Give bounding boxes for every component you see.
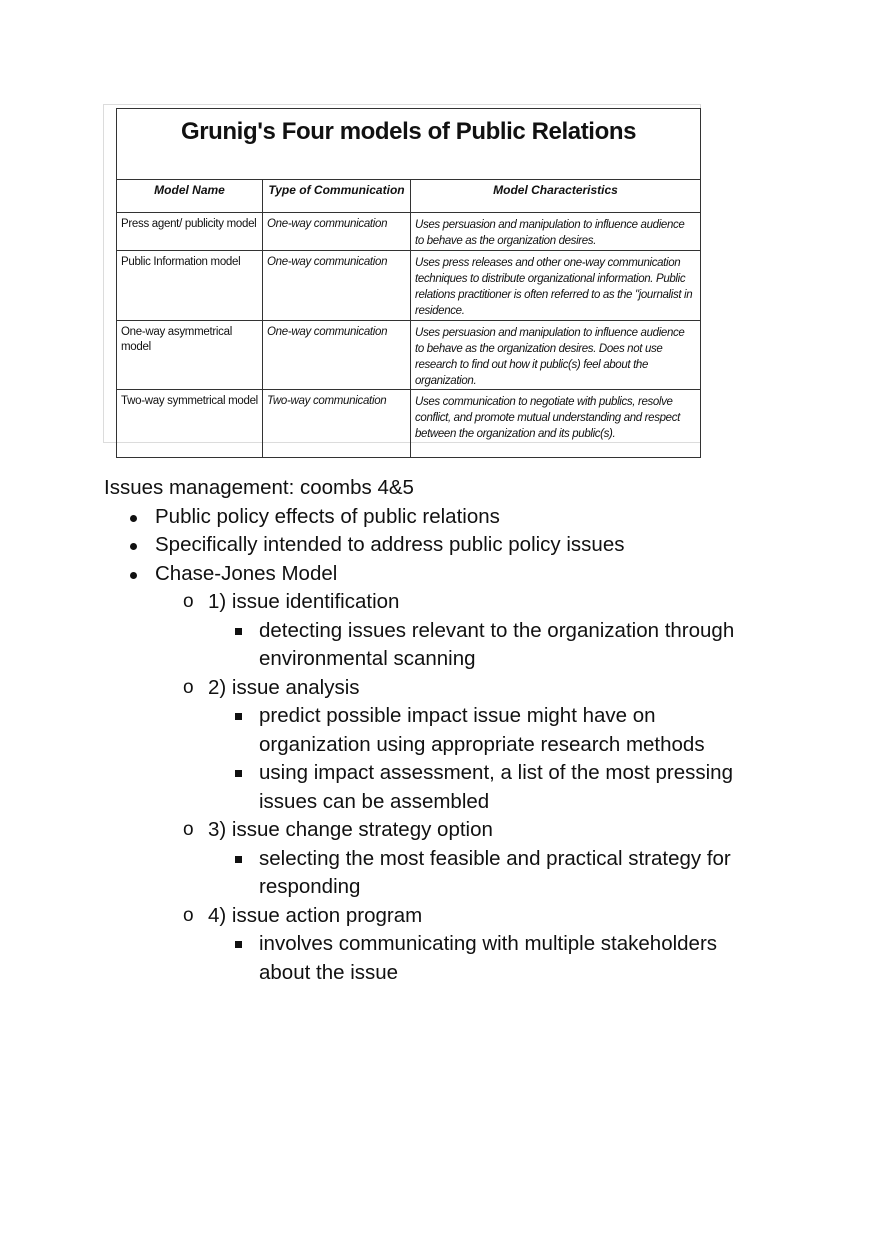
detail-item: [259, 702, 759, 759]
cell-model-name: One-way asymmetrical model: [117, 321, 263, 390]
circle-bullet-icon: o: [183, 819, 194, 840]
step-details: [156, 845, 784, 902]
detail-item: [259, 845, 759, 902]
cell-type: One-way communication: [263, 321, 411, 390]
bullet-dot-icon: [130, 572, 137, 579]
list-item: [104, 531, 784, 560]
grunig-models-table: [116, 108, 701, 458]
detail-text: using impact assessment, a list of the most pressing issues can be assembled: [259, 761, 733, 813]
bullet-dot-icon: [130, 515, 137, 522]
table-header-row: [117, 180, 701, 213]
step-details: [156, 930, 784, 987]
step-item: [104, 816, 784, 902]
square-bullet-icon: [235, 856, 242, 863]
step-label: 1) issue identification: [208, 590, 400, 613]
step-item: [104, 588, 784, 674]
bullet-list: [104, 503, 784, 988]
detail-item: [259, 930, 759, 987]
cell-model-name: Public Information model: [117, 251, 263, 321]
detail-text: predict possible impact issue might have on organization using appropriate research methods: [259, 704, 705, 756]
cell-model-name: Press agent/ publicity model: [117, 213, 263, 251]
notes-section: [104, 474, 784, 987]
cell-characteristics: Uses persuasion and manipulation to influence audience to behave as the organization desires.: [411, 213, 701, 251]
list-item-text: Public policy effects of public relations: [155, 504, 500, 528]
cell-type: One-way communication: [263, 251, 411, 321]
grunig-models-table-image: [103, 104, 701, 443]
cell-characteristics: Uses persuasion and manipulation to influence audience to behave as the organization desires. Does not use research to find out how it public(s) feel about the organization.: [411, 321, 701, 390]
step-label: 4) issue action program: [208, 903, 423, 927]
list-item-text: Chase-Jones Model: [155, 561, 338, 585]
detail-item: [259, 617, 759, 674]
circle-bullet-icon: o: [183, 591, 194, 612]
step-label: 2) issue analysis: [208, 675, 360, 699]
notes-heading: Issues management: coombs 4&5: [104, 476, 414, 499]
circle-bullet-icon: o: [183, 676, 194, 698]
circle-bullet-icon: o: [183, 904, 194, 926]
list-item: [104, 560, 784, 988]
table-row: [117, 321, 701, 390]
table-row: [117, 251, 701, 321]
detail-text: selecting the most feasible and practical strategy for responding: [259, 846, 731, 898]
table-row: [117, 390, 701, 458]
list-item-text: Specifically intended to address public policy issues: [155, 533, 625, 556]
table-title-row: [117, 109, 701, 180]
detail-text: involves communicating with multiple stakeholders about the issue: [259, 932, 718, 984]
bullet-dot-icon: [130, 543, 137, 550]
detail-text: detecting issues relevant to the organization through environmental scanning: [259, 618, 735, 670]
table-row: [117, 213, 701, 251]
square-bullet-icon: [235, 770, 242, 777]
cell-characteristics: Uses communication to negotiate with publics, resolve conflict, and promote mutual understanding and respect between the organization and its public(s).: [411, 390, 701, 458]
col-header-type: Type of Communication: [263, 180, 411, 213]
square-bullet-icon: [235, 713, 242, 720]
col-header-model-name: Model Name: [117, 180, 263, 213]
detail-item: [259, 759, 759, 816]
cell-model-name: Two-way symmetrical model: [117, 390, 263, 458]
table-title: Grunig's Four models of Public Relations: [117, 109, 701, 180]
step-label: 3) issue change strategy option: [208, 818, 493, 841]
cell-type: Two-way communication: [263, 390, 411, 458]
col-header-characteristics: Model Characteristics: [411, 180, 701, 213]
step-details: [156, 617, 784, 674]
list-item: [104, 503, 784, 532]
chase-jones-steps: [155, 588, 784, 987]
step-details: [156, 702, 784, 816]
square-bullet-icon: [235, 628, 242, 635]
square-bullet-icon: [235, 941, 242, 948]
cell-type: One-way communication: [263, 213, 411, 251]
step-item: [104, 902, 784, 988]
cell-characteristics: Uses press releases and other one-way communication techniques to distribute organizational information. Public relations practitioner is often referred to as the "journalist in residence.: [411, 251, 701, 321]
step-item: [104, 674, 784, 817]
